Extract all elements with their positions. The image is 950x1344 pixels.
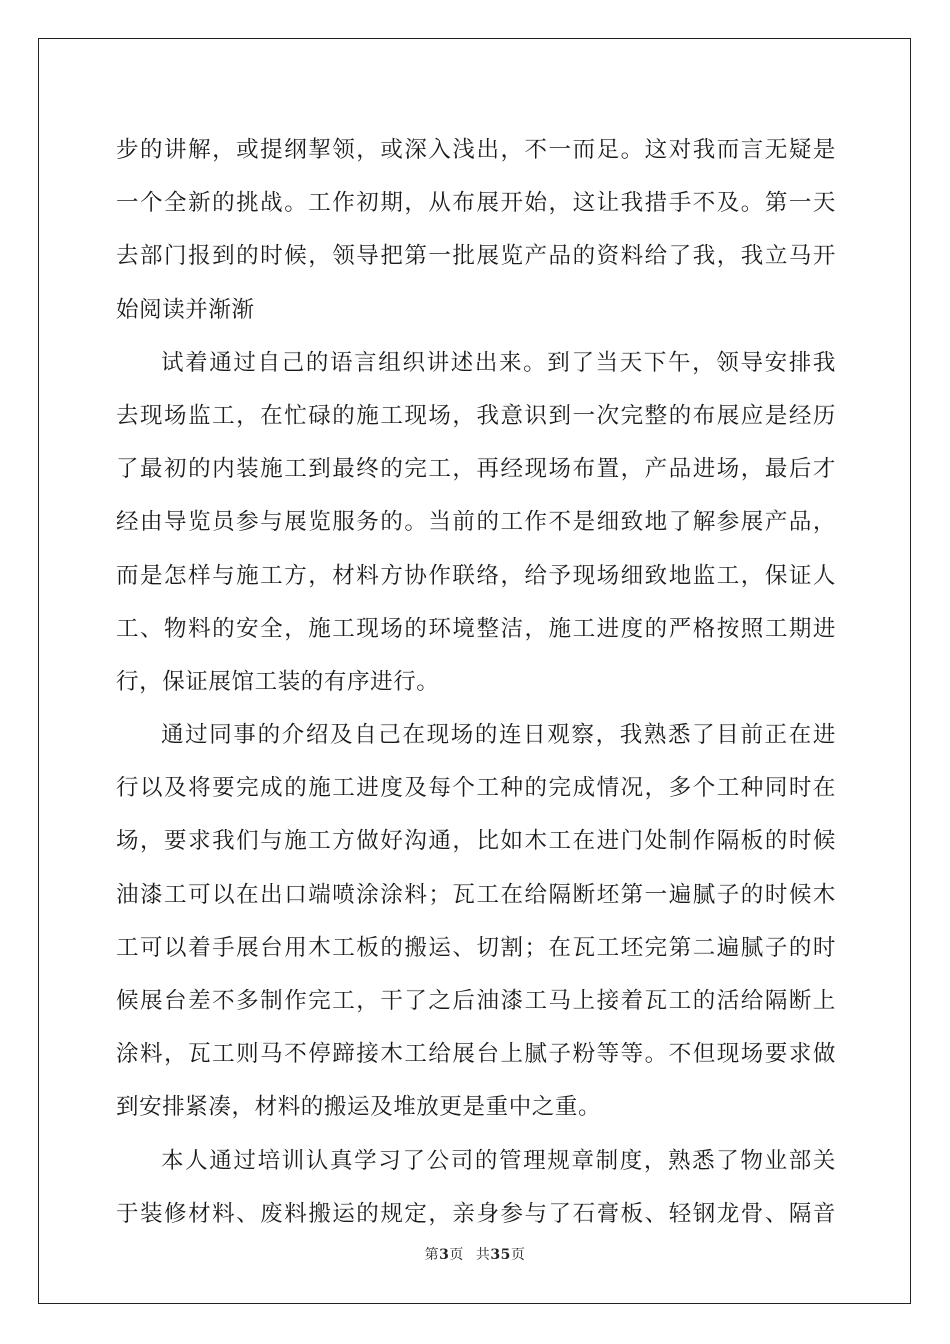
text-line: 工、物料的安全，施工现场的环境整洁，施工进度的严格按照工期进 (116, 615, 836, 642)
text-line: 而是怎样与施工方，材料方协作联络，给予现场细致地监工，保证人 (116, 562, 836, 589)
paragraph-start-line: 本人通过培训认真学习了公司的管理规章制度，熟悉了物业部关 (161, 1147, 836, 1174)
page-prefix: 第 (424, 1247, 440, 1263)
page-footer (0, 1244, 950, 1264)
text-line: 于装修材料、废料搬运的规定，亲身参与了石膏板、轻钢龙骨、隔音 (116, 1200, 836, 1227)
page-number: 3 (439, 1247, 450, 1263)
text-line: 经由导览员参与展览服务的。当前的工作不是细致地了解参展产品， (116, 509, 836, 536)
text-line: 行，保证展馆工装的有序进行。 (116, 668, 440, 695)
total-prefix: 共 (475, 1247, 491, 1263)
text-line: 行以及将要完成的施工进度及每个工种的完成情况，多个工种同时在 (116, 775, 836, 802)
paragraph-start-line: 通过同事的介绍及自己在现场的连日观察，我熟悉了目前正在进 (161, 722, 836, 749)
total-pages: 35 (490, 1247, 511, 1263)
text-line: 候展台差不多制作完工，干了之后油漆工马上接着瓦工的活给隔断上 (116, 988, 836, 1014)
paragraph-start-line: 试着通过自己的语言组织讲述出来。到了当天下午，领导安排我 (161, 349, 836, 376)
text-line: 油漆工可以在出口端喷涂涂料；瓦工在给隔断坯第一遍腻子的时候木 (116, 881, 836, 908)
text-line: 涂料，瓦工则马不停蹄接木工给展台上腻子粉等等。不但现场要求做 (116, 1041, 836, 1068)
text-line: 始阅读并渐渐 (116, 296, 255, 323)
document-body (116, 130, 836, 1247)
text-line: 去部门报到的时候，领导把第一批展览产品的资料给了我，我立马开 (116, 243, 836, 270)
text-line: 去现场监工，在忙碌的施工现场，我意识到一次完整的布展应是经历 (116, 402, 836, 429)
text-line: 工可以着手展台用木工板的搬运、切割；在瓦工坯完第二遍腻子的时 (116, 934, 836, 961)
page-suffix: 页 (449, 1247, 464, 1263)
text-line: 到安排紧凑，材料的搬运及堆放更是重中之重。 (116, 1094, 602, 1121)
text-line: 一个全新的挑战。工作初期，从布展开始，这让我措手不及。第一天 (116, 190, 836, 217)
total-suffix: 页 (510, 1247, 526, 1263)
text-line: 步的讲解，或提纲挈领，或深入浅出，不一而足。这对我而言无疑是 (116, 137, 836, 163)
text-line: 场，要求我们与施工方做好沟通，比如木工在进门处制作隔板的时候 (116, 828, 836, 855)
text-line: 了最初的内装施工到最终的完工，再经现场布置，产品进场，最后才 (116, 456, 836, 483)
